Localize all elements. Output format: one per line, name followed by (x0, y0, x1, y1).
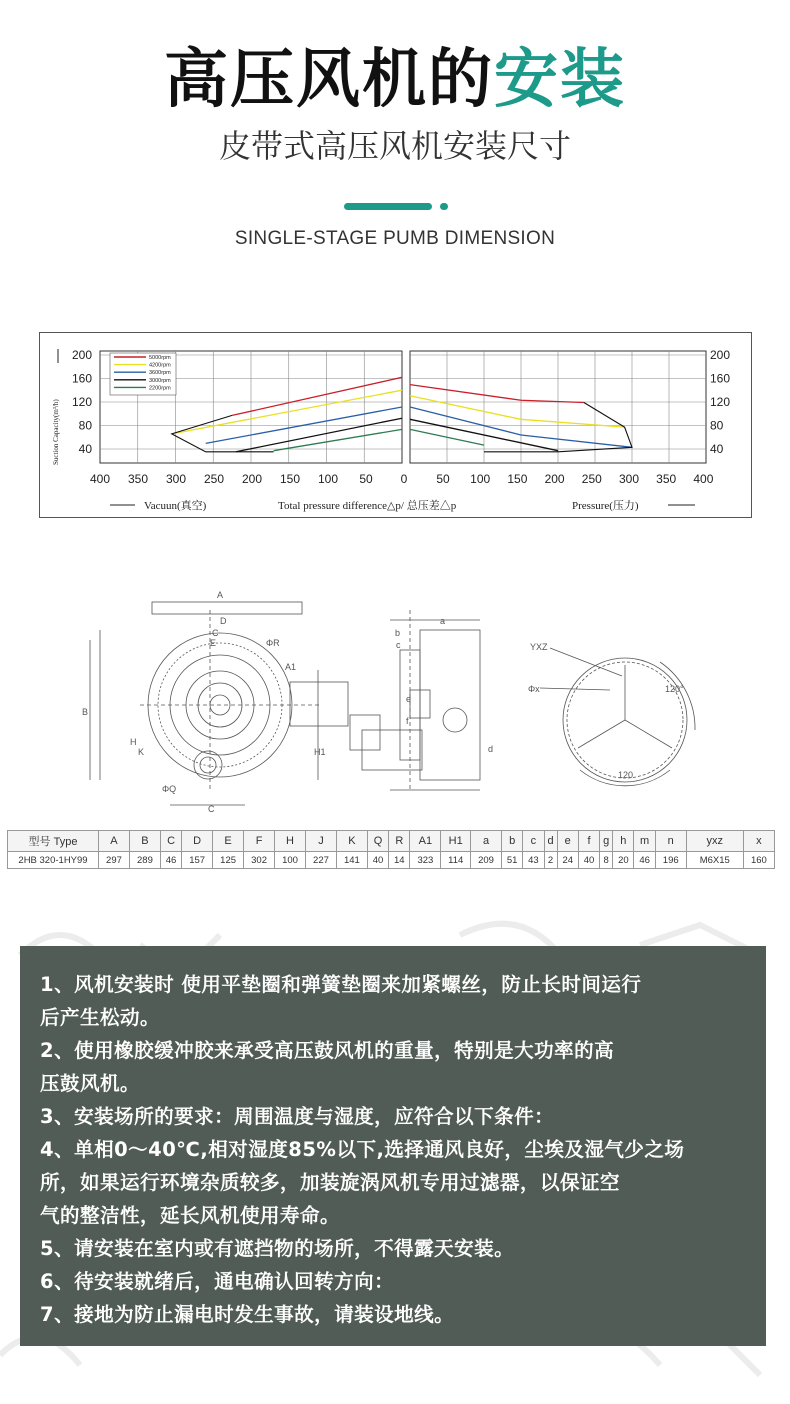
series-line-vacuum-5000rpm (232, 377, 402, 415)
note-line: 1、风机安装时 使用平垫圈和弹簧垫圈来加紧螺丝，防止长时间运行 (40, 973, 642, 996)
table-header-cell: H (275, 831, 306, 852)
x-tick-label: 300 (618, 472, 640, 486)
title-main: 高压风机的 (164, 43, 494, 117)
table-header-cell: 型号 Type (8, 831, 99, 852)
table-header-cell: n (655, 831, 686, 852)
table-header-cell: B (129, 831, 160, 852)
table-cell: 289 (129, 852, 160, 869)
english-title: SINGLE-STAGE PUMB DIMENSION (234, 228, 556, 249)
note-line: 3、安装场所的要求：周围温度与湿度，应符合以下条件： (40, 1105, 555, 1128)
table-header-cell: f (578, 831, 599, 852)
legend-label: 3000rpm (149, 377, 171, 384)
table-cell: 14 (389, 852, 410, 869)
y-tick-label-left: 40 (78, 442, 92, 456)
note-line: 7、接地为防止漏电时发生事故，请装设地线。 (40, 1303, 455, 1326)
side-view-body (420, 630, 480, 780)
table-header-cell: K (336, 831, 367, 852)
table-cell: 46 (634, 852, 655, 869)
x-label-pressure: Pressure(压力) (572, 500, 639, 512)
x-tick-label: 250 (581, 472, 602, 486)
table-cell: 2 (544, 852, 557, 869)
table-cell: 20 (613, 852, 634, 869)
drawing-label: C (212, 628, 219, 638)
drawing-label: 120° (665, 684, 684, 694)
table-cell: 209 (471, 852, 502, 869)
table-header-cell: C (160, 831, 181, 852)
y-tick-label-right: 160 (710, 371, 731, 386)
performance-chart-svg (40, 333, 751, 517)
drawing-label: YXZ (530, 642, 548, 652)
table-cell: 43 (523, 852, 544, 869)
table-header-cell: e (557, 831, 578, 852)
installation-notes (20, 946, 766, 1346)
series-line-vacuum-4200rpm (172, 390, 402, 434)
table-cell: 125 (213, 852, 244, 869)
page-title (0, 40, 790, 120)
note-line: 后产生松动。 (40, 1006, 161, 1029)
table-cell: 46 (160, 852, 181, 869)
drawing-label: Φx (528, 684, 540, 694)
drawing-label: H (130, 737, 137, 747)
table-cell: 323 (410, 852, 441, 869)
y-tick-label-right: 200 (710, 348, 731, 362)
drawing-label: C (208, 804, 215, 814)
note-line: 6、待安装就绪后，通电确认回转方向： (40, 1270, 395, 1293)
x-label-vacuum: Vacuun(真空) (144, 500, 207, 512)
table-header-cell: m (634, 831, 655, 852)
table-header-cell: E (213, 831, 244, 852)
x-tick-label: 400 (693, 472, 714, 486)
y-tick-label-left: 200 (71, 348, 92, 362)
y-axis-label: Suction Capacity(m³/h) (52, 399, 60, 465)
motor-shaft (290, 682, 348, 726)
table-header-cell: A1 (410, 831, 441, 852)
series-line-vacuum-3000rpm (236, 418, 402, 452)
page-subtitle: 皮带式高压风机安装尺寸 (218, 127, 571, 165)
table-cell: 196 (655, 852, 686, 869)
drawing-label: c (396, 640, 401, 650)
x-tick-label: 200 (544, 472, 565, 486)
drawing-label: a (440, 616, 446, 626)
x-tick-label: 150 (279, 472, 301, 486)
note-line: 气的整洁性，延长风机使用寿命。 (40, 1204, 341, 1227)
drawing-label: D (220, 616, 227, 626)
table-header-cell: yxz (686, 831, 743, 852)
outlet-circle (194, 751, 222, 779)
table-cell: 297 (99, 852, 130, 869)
x-tick-label: 50 (436, 472, 450, 486)
dimension-drawing (70, 580, 770, 820)
y-tick-label-left: 160 (71, 371, 92, 386)
table-cell: 40 (367, 852, 388, 869)
table-header-cell: Q (367, 831, 388, 852)
table-header-cell: a (471, 831, 502, 852)
table-header-cell: c (523, 831, 544, 852)
table-cell: M6X15 (686, 852, 743, 869)
table-header-cell: h (613, 831, 634, 852)
table-header-cell: x (743, 831, 774, 852)
y-tick-label-left: 80 (78, 418, 92, 433)
note-line: 4、单相0～40℃,相对湿度85%以下,选择通风良好，尘埃及湿气少之场 (40, 1138, 685, 1161)
drawing-label: e (406, 694, 412, 704)
x-tick-label: 350 (127, 472, 149, 486)
x-tick-label: 250 (203, 472, 225, 486)
spec-table (7, 830, 775, 869)
table-header-row (8, 831, 775, 852)
x-tick-label: 50 (359, 472, 373, 486)
title-accent: 安装 (494, 43, 626, 117)
legend-label: 4200rpm (149, 362, 171, 369)
table-cell: 157 (182, 852, 213, 869)
table-header-cell: g (600, 831, 613, 852)
legend-label: 2200rpm (149, 385, 171, 392)
x-tick-label: 100 (317, 472, 339, 486)
table-cell: 160 (743, 852, 774, 869)
drawing-label: B (82, 707, 89, 717)
drawing-label: A (216, 590, 224, 600)
dim-line-a (152, 602, 302, 614)
x-tick-label: 400 (89, 472, 111, 486)
note-line: 压鼓风机。 (40, 1072, 141, 1095)
drawing-label: 120 (618, 770, 634, 780)
table-cell: 8 (600, 852, 613, 869)
table-header-cell: D (182, 831, 213, 852)
table-cell: 227 (305, 852, 336, 869)
note-line: 2、使用橡胶缓冲胶来承受高压鼓风机的重量，特别是大功率的高 (40, 1039, 615, 1062)
note-line: 所，如果运行环境杂质较多，加装旋涡风机专用过滤器，以保证空 (40, 1171, 621, 1194)
legend-label: 3600rpm (149, 370, 171, 377)
table-header-cell: d (544, 831, 557, 852)
table-cell: 114 (441, 852, 471, 869)
x-tick-label: 350 (656, 472, 677, 486)
legend-label: 5000rpm (149, 355, 171, 361)
table-cell: 2HB 320-1HY99 (8, 852, 99, 869)
performance-chart (39, 332, 752, 518)
drawing-label: b (395, 628, 401, 638)
y-tick-label-right: 40 (710, 442, 724, 456)
table-header-cell: J (305, 831, 336, 852)
table-row (8, 852, 775, 869)
table-cell: 100 (275, 852, 306, 869)
x-tick-label: 150 (507, 472, 528, 486)
drawing-label: ΦR (266, 638, 280, 648)
table-header-cell: b (502, 831, 523, 852)
table-cell: 302 (244, 852, 275, 869)
series-line-pressure-4200rpm (410, 396, 625, 427)
drawing-label: d (488, 744, 494, 754)
drawing-label: H1 (314, 747, 326, 757)
table-cell: 51 (502, 852, 523, 869)
drawing-label: A1 (285, 662, 297, 672)
decorative-divider (344, 202, 448, 212)
x-tick-label: 300 (165, 472, 187, 486)
drawing-label: E (210, 638, 217, 648)
y-tick-label-left: 120 (71, 395, 92, 409)
y-tick-label-right: 80 (710, 418, 724, 433)
x-label-total: Total pressure difference△p/ 总压差△p (278, 500, 457, 512)
table-header-cell: A (99, 831, 130, 852)
drawing-label: ΦQ (162, 784, 177, 794)
x-tick-label: 200 (241, 472, 263, 486)
table-header-cell: F (244, 831, 275, 852)
note-line: 5、请安装在室内或有遮挡物的场所，不得露天安装。 (40, 1237, 515, 1260)
table-cell: 24 (557, 852, 578, 869)
drawing-label: f (406, 716, 409, 726)
x-tick-label: 0 (400, 472, 408, 486)
table-cell: 141 (336, 852, 367, 869)
drawing-label: K (138, 747, 145, 757)
table-header-cell: H1 (441, 831, 471, 852)
y-tick-label-right: 120 (710, 395, 731, 409)
x-tick-label: 100 (470, 472, 491, 486)
table-cell: 40 (578, 852, 599, 869)
table-header-cell: R (389, 831, 410, 852)
